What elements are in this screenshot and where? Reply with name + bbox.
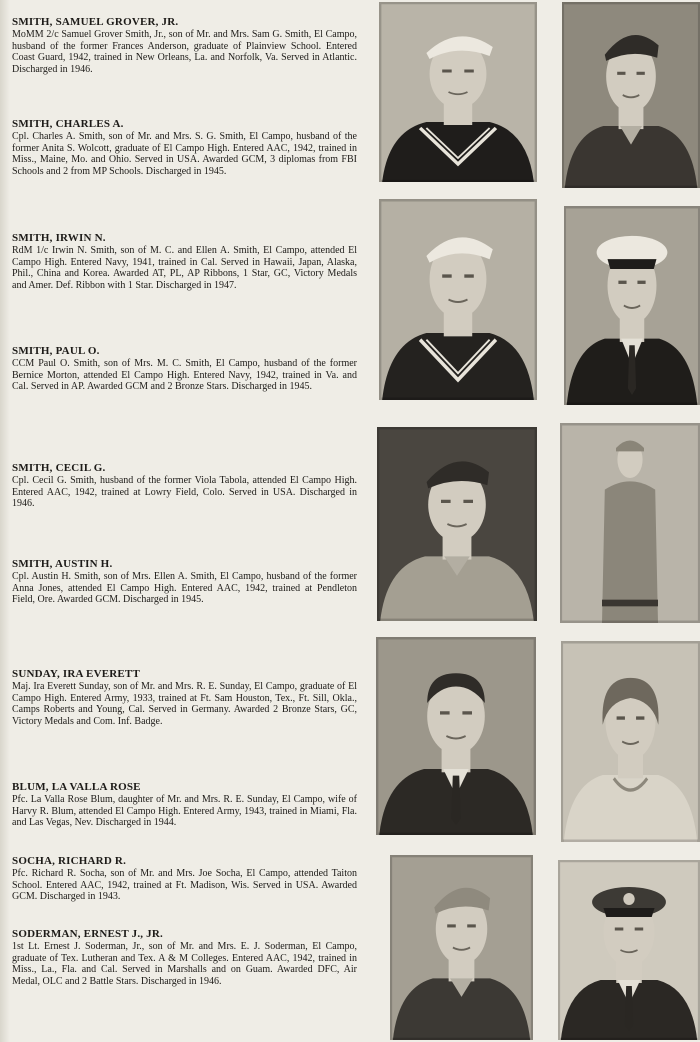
photo-sunday-ira [376,637,536,835]
entry-soderman-ernest [12,928,357,987]
entry-name: SUNDAY, IRA EVERETT [12,668,141,680]
officer-portrait-icon [564,206,700,405]
photo-blum-la-valla [561,641,700,842]
entry-name: SMITH, IRWIN N. [12,232,106,244]
officer-portrait-icon [376,637,536,835]
entry-bio: 1st Lt. Ernest J. Soderman, Jr., son of Mr. and Mrs. E. J. Soderman, El Campo, graduate of Tex. Lutheran and Tex. A & M Colleges. Entered AAC, 1942, trained in Miss., La., Fla. and Cal. Served in Marshalls and on Guam. Awarded DFC, Air Medal, OLC and 2 Battle Stars. Discharged in 1946. [12,941,357,987]
entry-name: SMITH, AUSTIN H. [12,558,113,570]
entry-name: SMITH, CECIL G. [12,462,106,474]
entry-socha-richard [12,855,357,903]
sailor-portrait-icon [379,199,537,400]
photo-smith-charles [562,2,700,188]
entry-bio: MoMM 2/c Samuel Grover Smith, Jr., son of Mr. and Mrs. Sam G. Smith, El Campo, husband of the former Frances Anderson, graduate of Plainview School. Entered Coast Guard, 1942, trained in New Orleans, La. and Norfolk, Va. Served in Atlantic. Discharged in 1946. [12,29,357,75]
officer-portrait-icon [558,860,700,1040]
entry-bio: CCM Paul O. Smith, son of Mrs. M. C. Smith, El Campo, husband of the former Bernice Morton, attended El Campo High. Entered Navy, 1942, trained in Va. and Cal. Served in AP. Awarded GCM and 2 Bronze Stars. Discharged in 1945. [12,358,357,393]
entry-bio: Cpl. Austin H. Smith, son of Mrs. Ellen A. Smith, El Campo, husband of the former Anna Jones, attended El Campo High. Entered AAC, 1942, trained at Pendleton Field, Ore. Awarded GCM. Discharged in 1945. [12,571,357,606]
entry-bio: RdM 1/c Irwin N. Smith, son of M. C. and Ellen A. Smith, El Campo, attended El Campo High. Entered Navy, 1941, trained in Cal. Served in Hawaii, Japan, Alaska, Phil., China and Korea. Awarded AT, PL, AP Ribbons, 1 Star, GC, Victory Medals and Amer. Def. Ribbon with 1 Star. Discharged in 1947. [12,245,357,291]
entry-smith-charles [12,118,357,177]
entry-name: SMITH, CHARLES A. [12,118,124,130]
entry-blum-la-valla [12,781,357,829]
entry-smith-cecil [12,462,357,510]
photo-smith-austin [560,423,700,623]
entry-smith-austin [12,558,357,606]
entry-bio: Cpl. Charles A. Smith, son of Mr. and Mrs. S. G. Smith, El Campo, husband of the former Anita S. Wolcott, graduate of El Campo High. Entered AAC, 1942, trained in Miss., Maine, Mo. and Ohio. Served in USA. Awarded GCM, 3 diplomas from FBI Schools and 2 from MP Schools. Discharged in 1945. [12,131,357,177]
page-gutter [0,0,10,1042]
soldier-portrait-icon [377,427,537,621]
soldier-portrait-icon [390,855,533,1040]
entry-bio: Pfc. Richard R. Socha, son of Mr. and Mrs. Joe Socha, El Campo, attended Taiton School. Entered AAC, 1942, trained at Ft. Madison, Wis. Served in USA. Awarded GCM. Discharged in 1943. [12,868,357,903]
soldier-fulllength-icon [560,423,700,623]
entry-sunday-ira [12,668,357,727]
entry-smith-irwin [12,232,357,291]
entry-name: SODERMAN, ERNEST J., JR. [12,928,163,940]
woman-portrait-icon [561,641,700,842]
photo-smith-irwin [379,199,537,400]
entry-name: BLUM, LA VALLA ROSE [12,781,141,793]
entry-bio: Pfc. La Valla Rose Blum, daughter of Mr. and Mrs. R. E. Sunday, El Campo, wife of Harvy R. Blum, attended El Campo High. Entered Army, 1943, trained in Miami, Fla. and Las Vegas, Nev. Discharged in 1944. [12,794,357,829]
entry-smith-samuel [12,16,357,75]
entry-bio: Cpl. Cecil G. Smith, husband of the former Viola Tabola, attended El Campo High. Entered AAC, 1942, trained at Lowry Field, Colo. Served in USA. Discharged in 1946. [12,475,357,510]
photo-soderman-ernest [558,860,700,1040]
sailor-portrait-icon [379,2,537,182]
entry-bio: Maj. Ira Everett Sunday, son of Mr. and Mrs. R. E. Sunday, El Campo, graduate of El Campo High. Entered Army, 1933, trained at Ft. Sam Houston, Tex., Ft. Sill, Okla., Camps Roberts and Young, Cal. Served in Germany. Awarded 2 Bronze Stars, GC, Victory Medals and Com. Inf. Badge. [12,681,357,727]
entry-name: SOCHA, RICHARD R. [12,855,127,867]
photo-smith-samuel [379,2,537,182]
photo-smith-cecil [377,427,537,621]
photo-socha-richard [390,855,533,1040]
entry-smith-paul [12,345,357,393]
soldier-portrait-icon [562,2,700,188]
entry-name: SMITH, PAUL O. [12,345,100,357]
photo-smith-paul [564,206,700,405]
entry-name: SMITH, SAMUEL GROVER, JR. [12,16,179,28]
